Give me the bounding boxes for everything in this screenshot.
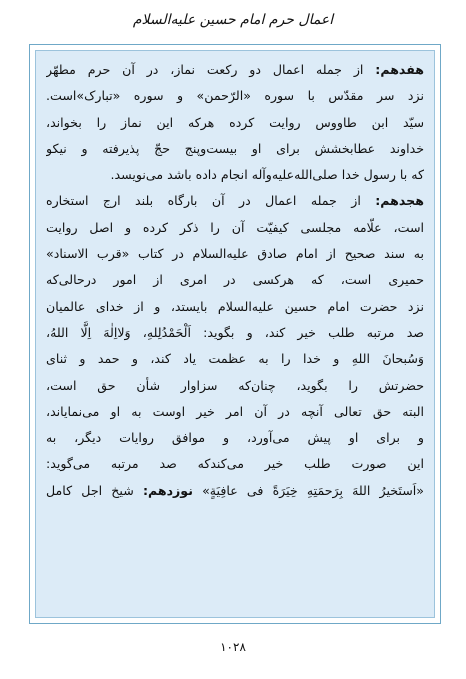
text-line: و برای او پیش می‌آورد، و موافق روایات دیگر، به <box>46 430 424 446</box>
text-line: صد مرتبه طلب خیر کند، و بگوید: اَلْحَمْدُلِلهِ، وَلااِلٰهَ اِلَّا اللهُ، <box>46 324 424 340</box>
prayer-text: «اَستَخیرُ اللهَ بِرَحمَتِهِ خِیَرَةً فی عافِیَةٍ» <box>192 482 424 498</box>
text-line: البته حق تعالی آنچه در آن امر خیر اوست به او می‌نمایاند، <box>46 403 424 419</box>
text-line: وَسُبحانَ اللهِ و خدا را به عظمت یاد کند، و حمد و ثنای <box>46 351 424 367</box>
text-line: سیّد ابن طاووس روایت کرده هرکه این نماز را بخواند، <box>46 114 424 130</box>
page-text-block <box>35 50 435 618</box>
section-heading: نوزدهم: <box>142 482 193 498</box>
text-line: حمیری است، که هرکسی در امری از امور درحالی‌که <box>46 272 424 288</box>
section-heading: هفدهم: <box>375 62 424 77</box>
page-number: ۱۰۲۸ <box>220 640 246 654</box>
text-line: که با رسول خدا صلی‌الله‌علیه‌وآله انجام داده باشد می‌نویسد. <box>110 167 424 183</box>
text-line: خداوند عطابخشش برای او بیست‌وپنج حجّ پذیرفته و نیکو <box>46 140 424 156</box>
text-line: این صورت طلب خیر می‌کندکه صد مرتبه می‌گوید: <box>46 456 424 472</box>
text-line: نزد حضرت امام حسین علیه‌السلام بایستد، و از خدای عالمیان <box>46 298 424 314</box>
line-text: شیخ اجل کامل <box>46 482 143 498</box>
text-line <box>46 57 424 83</box>
line-text: از جمله اعمال در آن بارگاه بلند ارج استخاره <box>46 193 376 209</box>
text-line: است، علّامه مجلسی کیفیّت آن را ذکر کرده و اصل روایت <box>46 219 424 235</box>
text-line <box>46 188 424 214</box>
text-line: حضرتش را بگوید، چنان‌که سزاوار شأن حق است، <box>46 377 424 393</box>
text-line: نزد سر مقدّس با سوره «الرّحمن» و سوره «تبارک»است. <box>46 88 424 104</box>
section-heading: هجدهم: <box>375 193 424 209</box>
text-line: به سند صحیح از امام صادق علیه‌السلام در کتاب «قرب الاسناد» <box>46 246 424 262</box>
line-text: از جمله اعمال دو رکعت نماز، در آن حرم مطهّر <box>46 62 376 77</box>
page-header: اعمال حرم امام حسین علیه‌السلام <box>132 12 334 28</box>
text-line <box>46 478 424 504</box>
